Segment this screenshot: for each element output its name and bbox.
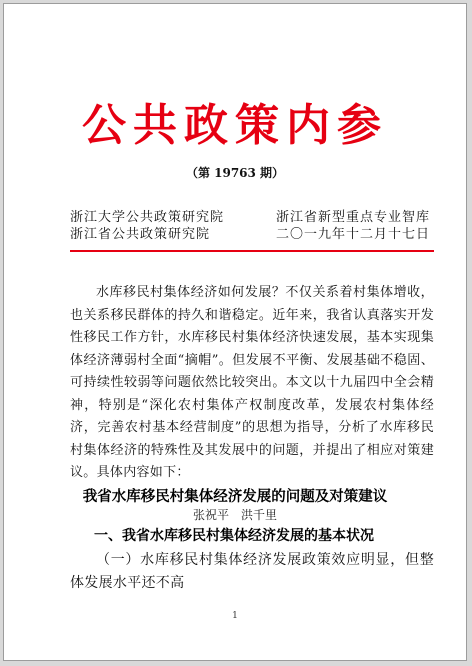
- institution-left-line1: 浙江大学公共政策研究院: [70, 210, 225, 225]
- issue-number: （第 19763 期）: [185, 166, 285, 180]
- page-number: 1: [232, 611, 238, 621]
- institution-left-line2: 浙江省公共政策研究院: [70, 227, 211, 242]
- document-page: [3, 3, 467, 661]
- section-heading: 一、我省水库移民村集体经济发展的基本状况: [94, 528, 374, 544]
- subsection-heading: （一）水库移民村集体经济发展政策效应明显，但整体发展水平还不高: [70, 552, 434, 591]
- article-authors: 张祝平 洪千里: [192, 508, 277, 522]
- institution-right-line1: 浙江省新型重点专业智库: [276, 210, 431, 225]
- intro-paragraph: 水库移民村集体经济如何发展？不仅关系着村集体增收，也关系移民群体的持久和谐稳定。近年来，我省认真落实开发性移民工作方针，水库移民村集体经济快速发展，基本实现集体经济薄弱村全面“摘帽”。但发展不平衡、发展基础不稳固、可持续性较弱等问题依然比较突出。本文以十九届四中全会精神，特别是“深化农村集体产权制度改革，发展农村集体经济，完善农村基本经营制度”的思想为指导，分析了水库移民村集体经济的特殊性及其发展中的问题，并提出了相应对策建议。具体内容如下：: [70, 285, 434, 480]
- publication-date: 二〇一九年十二月十七日: [276, 227, 431, 242]
- publication-title: 公共政策内参: [82, 100, 388, 151]
- header-divider: [70, 250, 434, 252]
- article-title: 我省水库移民村集体经济发展的问题及对策建议: [82, 489, 388, 505]
